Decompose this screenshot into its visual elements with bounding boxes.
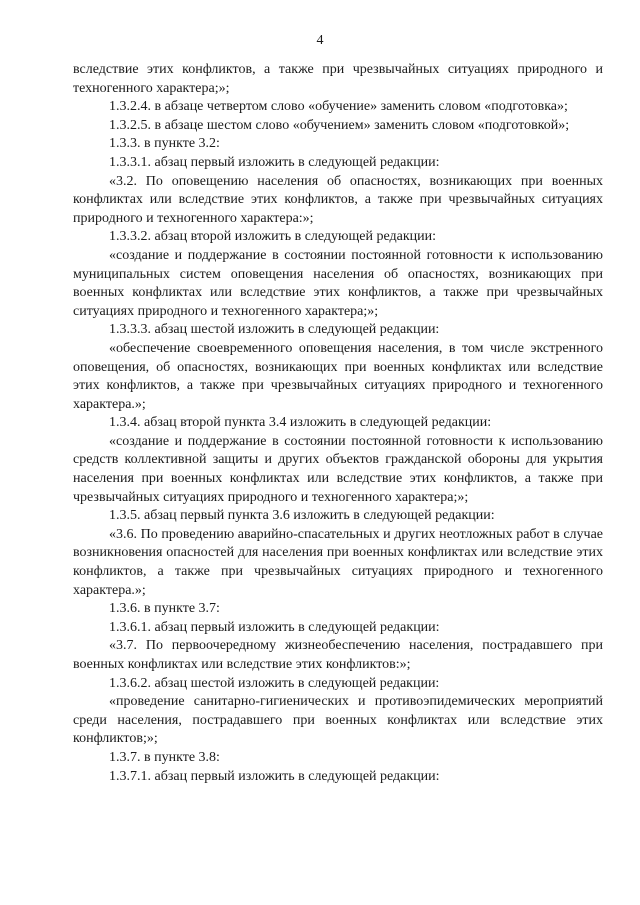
paragraph: вследствие этих конфликтов, а также при чрезвычайных ситуациях природного и техногенного характера;»;	[73, 62, 603, 96]
paragraph: «создание и поддержание в состоянии постоянной готовности к использованию муниципальных систем оповещения населения об опасностях, возникающих при военных конфликтах или вследствие этих конфликтов, а также при чрезвычайных ситуациях природного и техногенного характера;»;	[73, 247, 603, 319]
paragraph: «3.7. По первоочередному жизнеобеспечению населения, пострадавшего при военных конфликтах или вследствие этих конфликтов:»;	[73, 638, 603, 672]
page-number: 4	[316, 33, 324, 48]
paragraph: 1.3.3.2. абзац второй изложить в следующей редакции:	[109, 229, 437, 245]
paragraph: 1.3.3. в пункте 3.2:	[109, 136, 220, 152]
document-body	[73, 61, 603, 786]
paragraph: 1.3.4. абзац второй пункта 3.4 изложить в следующей редакции:	[109, 415, 492, 431]
paragraph: «3.6. По проведению аварийно-спасательных и других неотложных работ в случае возникновения опасностей для населения при военных конфликтах или вследствие этих конфликтов, а также при чрезвычайных ситуациях природного и техногенного характера.»;	[73, 526, 603, 598]
paragraph: «обеспечение своевременного оповещения населения, в том числе экстренного оповещения, об опасностях, возникающих при военных конфликтах или вследствие этих конфликтов, а также при чрезвычайных ситуациях природного и техногенного характера.»;	[73, 340, 603, 412]
paragraph: 1.3.3.1. абзац первый изложить в следующей редакции:	[109, 154, 440, 170]
paragraph: 1.3.5. абзац первый пункта 3.6 изложить в следующей редакции:	[109, 508, 495, 524]
paragraph: «3.2. По оповещению населения об опасностях, возникающих при военных конфликтах или вследствие этих конфликтов, а также при чрезвычайных ситуациях природного и техногенного характера:»;	[73, 173, 603, 226]
paragraph: 1.3.6.2. абзац шестой изложить в следующей редакции:	[109, 675, 440, 691]
paragraph: 1.3.6. в пункте 3.7:	[109, 601, 220, 617]
paragraph: 1.3.3.3. абзац шестой изложить в следующей редакции:	[109, 322, 440, 338]
paragraph: «проведение санитарно-гигиенических и противоэпидемических мероприятий среди населения, пострадавшего при военных конфликтах или вследствие этих конфликтов;»;	[73, 694, 603, 747]
paragraph: 1.3.6.1. абзац первый изложить в следующей редакции:	[109, 619, 440, 635]
paragraph: 1.3.2.4. в абзаце четвертом слово «обучение» заменить словом «подготовка»;	[109, 99, 568, 115]
paragraph: 1.3.7. в пункте 3.8:	[109, 749, 220, 765]
paragraph: 1.3.2.5. в абзаце шестом слово «обучением» заменить словом «подготовкой»;	[109, 117, 570, 133]
paragraph: 1.3.7.1. абзац первый изложить в следующей редакции:	[109, 768, 440, 784]
paragraph: «создание и поддержание в состоянии постоянной готовности к использованию средств коллективной защиты и других объектов гражданской обороны для укрытия населения при военных конфликтах или вследствие этих конфликтов, а также при чрезвычайных ситуациях природного и техногенного характера;»;	[73, 433, 603, 505]
